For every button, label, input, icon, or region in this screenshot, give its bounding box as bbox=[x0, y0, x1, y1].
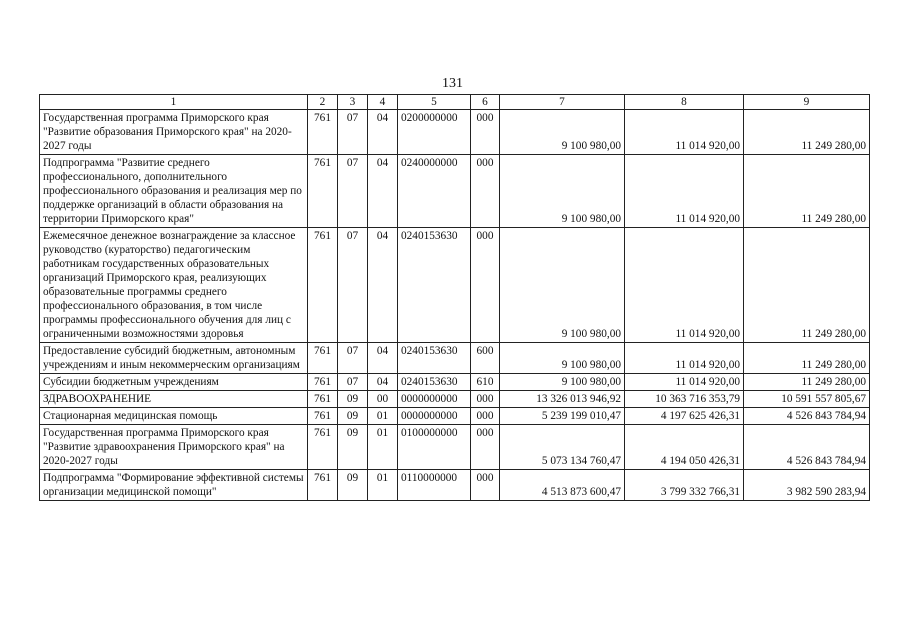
header-cell-7: 7 bbox=[500, 95, 625, 110]
target-article-code: 0240153630 bbox=[398, 343, 471, 374]
ministry-code: 761 bbox=[308, 343, 338, 374]
subsection-code: 01 bbox=[368, 408, 398, 425]
amount-col9: 3 982 590 283,94 bbox=[744, 470, 870, 501]
table-row bbox=[40, 228, 870, 343]
amount-col7: 5 239 199 010,47 bbox=[500, 408, 625, 425]
header-cell-3: 3 bbox=[338, 95, 368, 110]
section-code: 07 bbox=[338, 110, 368, 155]
amount-col7: 9 100 980,00 bbox=[500, 343, 625, 374]
header-cell-4: 4 bbox=[368, 95, 398, 110]
target-article-code: 0240000000 bbox=[398, 155, 471, 228]
amount-col9: 11 249 280,00 bbox=[744, 343, 870, 374]
amount-col8: 11 014 920,00 bbox=[625, 343, 744, 374]
subsection-code: 04 bbox=[368, 155, 398, 228]
header-cell-9: 9 bbox=[744, 95, 870, 110]
header-row bbox=[40, 95, 870, 110]
expense-type-code: 000 bbox=[471, 391, 500, 408]
table-row bbox=[40, 155, 870, 228]
section-code: 09 bbox=[338, 391, 368, 408]
amount-col8: 11 014 920,00 bbox=[625, 228, 744, 343]
expense-type-code: 000 bbox=[471, 110, 500, 155]
row-name: Подпрограмма "Формирование эффективной системы организации медицинской помощи" bbox=[40, 470, 308, 501]
ministry-code: 761 bbox=[308, 470, 338, 501]
ministry-code: 761 bbox=[308, 110, 338, 155]
target-article-code: 0110000000 bbox=[398, 470, 471, 501]
header-cell-1: 1 bbox=[40, 95, 308, 110]
amount-col9: 11 249 280,00 bbox=[744, 228, 870, 343]
amount-col7: 9 100 980,00 bbox=[500, 155, 625, 228]
amount-col8: 4 194 050 426,31 bbox=[625, 425, 744, 470]
header-cell-2: 2 bbox=[308, 95, 338, 110]
ministry-code: 761 bbox=[308, 374, 338, 391]
target-article-code: 0200000000 bbox=[398, 110, 471, 155]
section-code: 07 bbox=[338, 155, 368, 228]
ministry-code: 761 bbox=[308, 391, 338, 408]
amount-col7: 4 513 873 600,47 bbox=[500, 470, 625, 501]
page-number: 131 bbox=[442, 76, 463, 91]
target-article-code: 0240153630 bbox=[398, 228, 471, 343]
section-code: 09 bbox=[338, 470, 368, 501]
table-row bbox=[40, 391, 870, 408]
row-name: Предоставление субсидий бюджетным, автономным учреждениям и иным некоммерческим организациям bbox=[40, 343, 308, 374]
amount-col7: 9 100 980,00 bbox=[500, 228, 625, 343]
table-row bbox=[40, 110, 870, 155]
amount-col8: 4 197 625 426,31 bbox=[625, 408, 744, 425]
subsection-code: 04 bbox=[368, 110, 398, 155]
header-cell-6: 6 bbox=[471, 95, 500, 110]
header-cell-8: 8 bbox=[625, 95, 744, 110]
section-code: 09 bbox=[338, 408, 368, 425]
target-article-code: 0000000000 bbox=[398, 391, 471, 408]
budget-table bbox=[39, 94, 870, 501]
target-article-code: 0240153630 bbox=[398, 374, 471, 391]
amount-col8: 10 363 716 353,79 bbox=[625, 391, 744, 408]
subsection-code: 04 bbox=[368, 343, 398, 374]
amount-col9: 11 249 280,00 bbox=[744, 374, 870, 391]
expense-type-code: 000 bbox=[471, 155, 500, 228]
ministry-code: 761 bbox=[308, 425, 338, 470]
amount-col8: 11 014 920,00 bbox=[625, 110, 744, 155]
row-name: Подпрограмма "Развитие среднего профессионального, дополнительного профессионального образования и реализация мер по поддержке организаций в области образования на территории Приморского края" bbox=[40, 155, 308, 228]
ministry-code: 761 bbox=[308, 228, 338, 343]
ministry-code: 761 bbox=[308, 408, 338, 425]
target-article-code: 0000000000 bbox=[398, 408, 471, 425]
ministry-code: 761 bbox=[308, 155, 338, 228]
row-name: Субсидии бюджетным учреждениям bbox=[40, 374, 308, 391]
amount-col9: 4 526 843 784,94 bbox=[744, 425, 870, 470]
amount-col9: 11 249 280,00 bbox=[744, 155, 870, 228]
expense-type-code: 000 bbox=[471, 408, 500, 425]
amount-col8: 11 014 920,00 bbox=[625, 374, 744, 391]
table-row bbox=[40, 343, 870, 374]
section-code: 07 bbox=[338, 374, 368, 391]
section-code: 07 bbox=[338, 228, 368, 343]
table-row bbox=[40, 470, 870, 501]
amount-col7: 9 100 980,00 bbox=[500, 374, 625, 391]
row-name: Ежемесячное денежное вознаграждение за классное руководство (кураторство) педагогическим работникам государственных образовательных организаций Приморского края, реализующих образовательные программы среднего профессионального образования, в том числе программы профессионального обучения для лиц с ограниченными возможностями здоровья bbox=[40, 228, 308, 343]
header-cell-5: 5 bbox=[398, 95, 471, 110]
expense-type-code: 000 bbox=[471, 470, 500, 501]
row-name: ЗДРАВООХРАНЕНИЕ bbox=[40, 391, 308, 408]
amount-col7: 5 073 134 760,47 bbox=[500, 425, 625, 470]
amount-col8: 11 014 920,00 bbox=[625, 155, 744, 228]
amount-col9: 11 249 280,00 bbox=[744, 110, 870, 155]
row-name: Государственная программа Приморского края "Развитие здравоохранения Приморского края" на 2020-2027 годы bbox=[40, 425, 308, 470]
subsection-code: 01 bbox=[368, 425, 398, 470]
subsection-code: 00 bbox=[368, 391, 398, 408]
subsection-code: 04 bbox=[368, 228, 398, 343]
table-row bbox=[40, 408, 870, 425]
row-name: Государственная программа Приморского края "Развитие образования Приморского края" на 2020-2027 годы bbox=[40, 110, 308, 155]
expense-type-code: 610 bbox=[471, 374, 500, 391]
expense-type-code: 000 bbox=[471, 228, 500, 343]
amount-col9: 10 591 557 805,67 bbox=[744, 391, 870, 408]
subsection-code: 01 bbox=[368, 470, 398, 501]
amount-col8: 3 799 332 766,31 bbox=[625, 470, 744, 501]
target-article-code: 0100000000 bbox=[398, 425, 471, 470]
expense-type-code: 600 bbox=[471, 343, 500, 374]
amount-col7: 9 100 980,00 bbox=[500, 110, 625, 155]
expense-type-code: 000 bbox=[471, 425, 500, 470]
table-row bbox=[40, 374, 870, 391]
table-row bbox=[40, 425, 870, 470]
section-code: 07 bbox=[338, 343, 368, 374]
subsection-code: 04 bbox=[368, 374, 398, 391]
amount-col9: 4 526 843 784,94 bbox=[744, 408, 870, 425]
section-code: 09 bbox=[338, 425, 368, 470]
amount-col7: 13 326 013 946,92 bbox=[500, 391, 625, 408]
row-name: Стационарная медицинская помощь bbox=[40, 408, 308, 425]
